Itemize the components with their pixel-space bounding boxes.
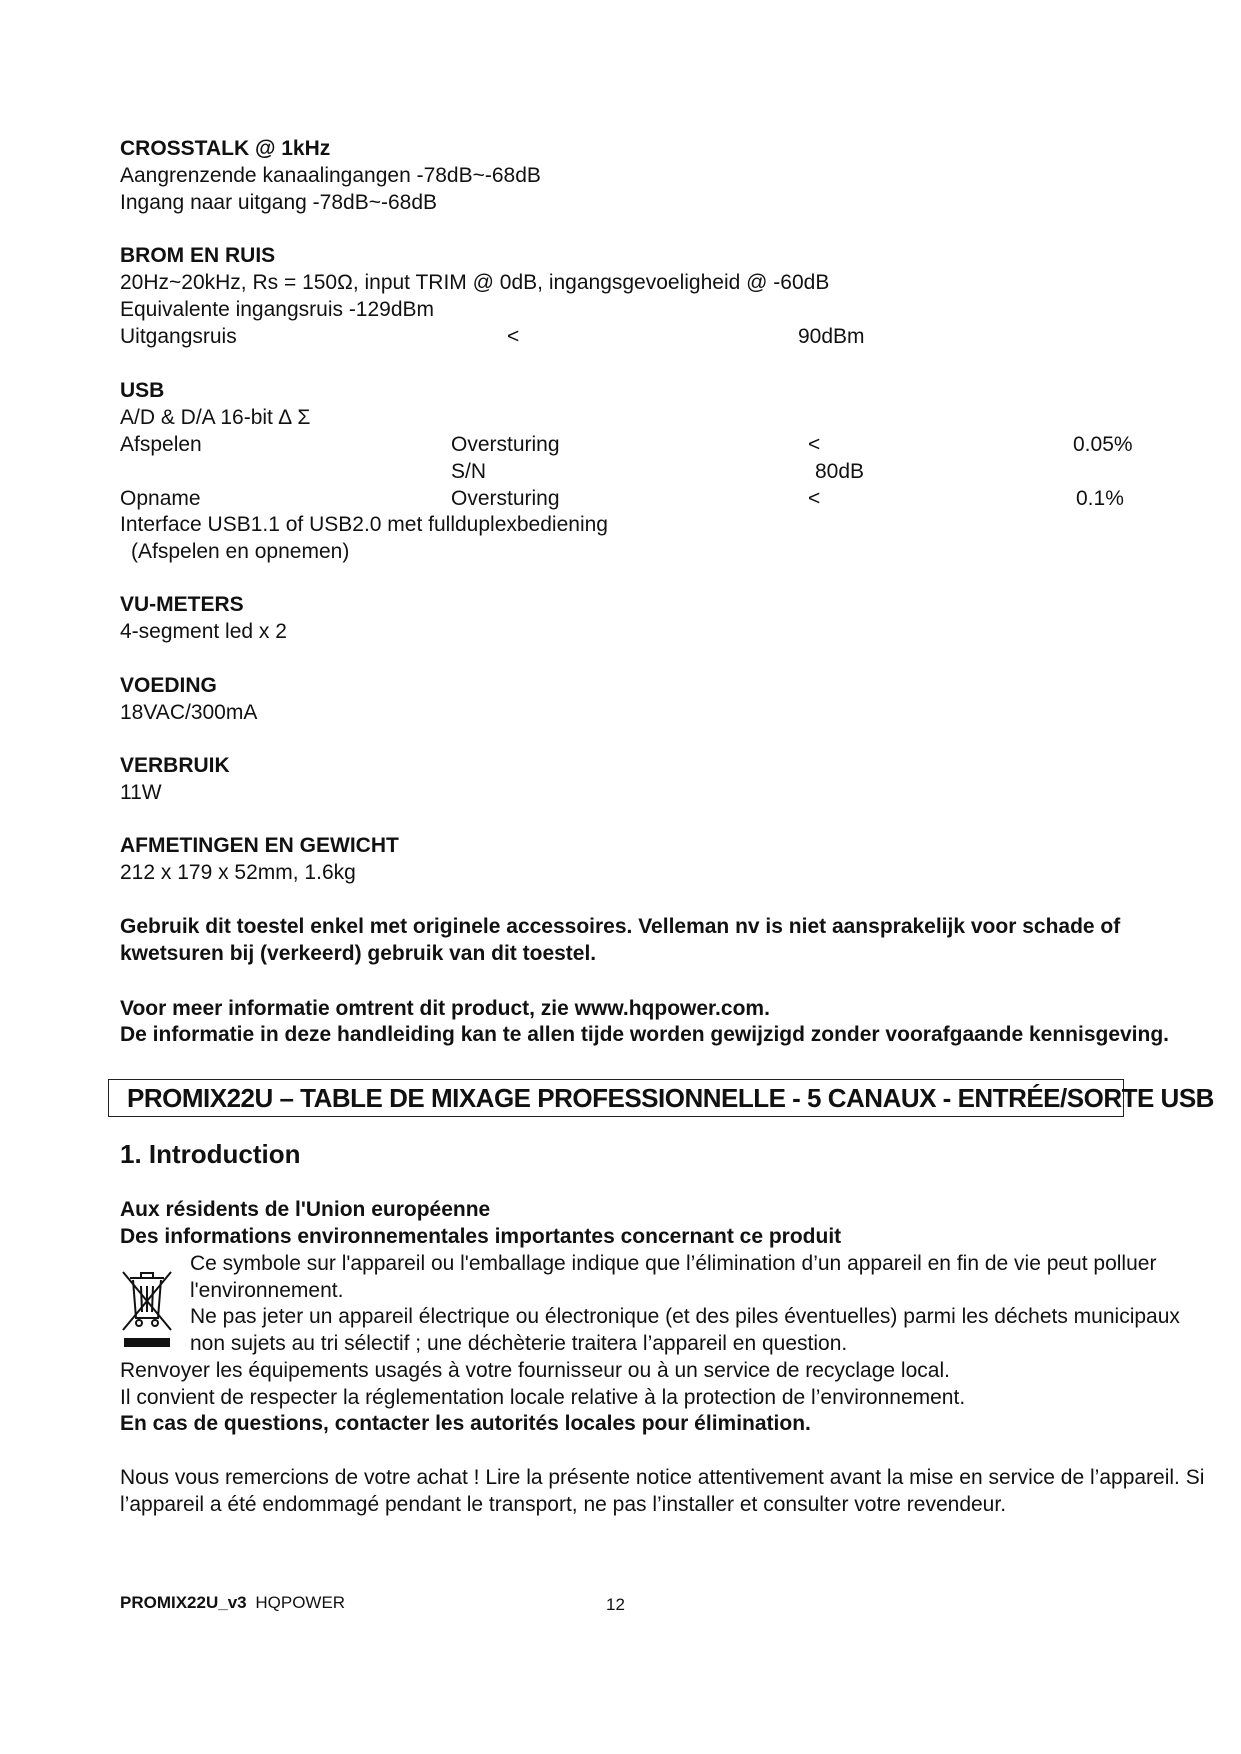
notice-1-line-2: kwetsuren bij (verkeerd) gebruik van dit toestel. (120, 942, 597, 965)
brom-line-2: Equivalente ingangsruis -129dBm (120, 298, 435, 321)
notice-2-line-1: Voor meer informatie omtrent dit product, zie www.hqpower.com. (120, 997, 770, 1020)
usb-interface-note: (Afspelen en opnemen) (131, 540, 350, 563)
footer-page-number: 12 (606, 1595, 625, 1614)
intro-p2: Ne pas jeter un appareil électrique ou électronique (et des piles éventuelles) parmi les déchets municipaux (190, 1305, 1180, 1328)
section-title-box (108, 1079, 1214, 1117)
usb-sn-value: 80dB (815, 460, 865, 483)
footer-model: PROMIX22U_v3 (120, 1593, 247, 1612)
brom-output-label: Uitgangsruis (120, 325, 237, 348)
usb-adda: A/D & D/A 16-bit ∆ Σ (120, 406, 311, 429)
brom-output-operator: < (507, 325, 520, 348)
notice-2-line-2: De informatie in deze handleiding kan te allen tijde worden gewijzigd zonder voorafgaande kennisgeving. (120, 1023, 1170, 1046)
vu-text: 4-segment led x 2 (120, 620, 287, 643)
vu-heading: VU-METERS (120, 593, 244, 616)
intro-p1: Ce symbole sur l'appareil ou l'emballage indique que l’élimination d’un appareil en fin de vie peut polluer (190, 1252, 1157, 1275)
intro-p3: Renvoyer les équipements usagés à votre fournisseur ou à un service de recyclage local. (120, 1359, 950, 1382)
afmetingen-heading: AFMETINGEN EN GEWICHT (120, 834, 399, 857)
section-title: PROMIX22U – TABLE DE MIXAGE PROFESSIONNELLE - 5 CANAUX - ENTRÉE/SORTE USB (127, 1083, 1214, 1113)
usb-sn-param: S/N (451, 460, 487, 483)
usb-afspelen-label: Afspelen (120, 433, 202, 456)
voeding-heading: VOEDING (120, 674, 217, 697)
intro-p6: Nous vous remercions de votre achat ! Lire la présente notice attentivement avant la mise en service de l’appareil. Si (120, 1466, 1205, 1489)
footer-left (120, 1592, 345, 1614)
brom-output-value: 90dBm (798, 325, 865, 348)
weee-crossed-bin-icon (120, 1268, 176, 1352)
intro-p2-cont: non sujets au tri sélectif ; une déchèterie traitera l’appareil en question. (190, 1332, 848, 1355)
afmetingen-text: 212 x 179 x 52mm, 1.6kg (120, 861, 356, 884)
usb-afspelen-operator: < (808, 433, 821, 456)
verbruik-text: 11W (120, 781, 162, 804)
crosstalk-line-1: Aangrenzende kanaalingangen -78dB~-68dB (120, 164, 541, 187)
intro-p5: En cas de questions, contacter les autorités locales pour élimination. (120, 1412, 811, 1435)
intro-sub-2: Des informations environnementales importantes concernant ce produit (120, 1225, 842, 1248)
intro-p6-cont: l’appareil a été endommagé pendant le transport, ne pas l’installer et consulter votre revendeur. (120, 1493, 1007, 1516)
intro-sub-1: Aux résidents de l'Union européenne (120, 1198, 491, 1221)
voeding-text: 18VAC/300mA (120, 701, 258, 724)
footer-brand: HQPOWER (255, 1593, 346, 1612)
usb-afspelen-param: Oversturing (451, 433, 560, 456)
usb-opname-operator: < (808, 487, 821, 510)
intro-p1-cont: l'environnement. (190, 1279, 344, 1302)
usb-heading: USB (120, 379, 165, 402)
usb-opname-param: Oversturing (451, 487, 560, 510)
notice-1-line-1: Gebruik dit toestel enkel met originele accessoires. Velleman nv is niet aansprakelijk voor schade of (120, 915, 1121, 938)
brom-heading: BROM EN RUIS (120, 244, 276, 267)
verbruik-heading: VERBRUIK (120, 754, 230, 777)
crosstalk-heading: CROSSTALK @ 1kHz (120, 137, 331, 160)
usb-opname-label: Opname (120, 487, 201, 510)
intro-heading: 1. Introduction (120, 1139, 301, 1169)
brom-line-1: 20Hz~20kHz, Rs = 150Ω, input TRIM @ 0dB, ingangsgevoeligheid @ -60dB (120, 271, 830, 294)
crosstalk-line-2: Ingang naar uitgang -78dB~-68dB (120, 191, 437, 214)
usb-opname-value: 0.1% (1076, 487, 1124, 510)
usb-afspelen-value: 0.05% (1073, 433, 1133, 456)
intro-p4: Il convient de respecter la réglementation locale relative à la protection de l’environnement. (120, 1386, 966, 1409)
usb-interface: Interface USB1.1 of USB2.0 met fullduplexbediening (120, 513, 608, 536)
